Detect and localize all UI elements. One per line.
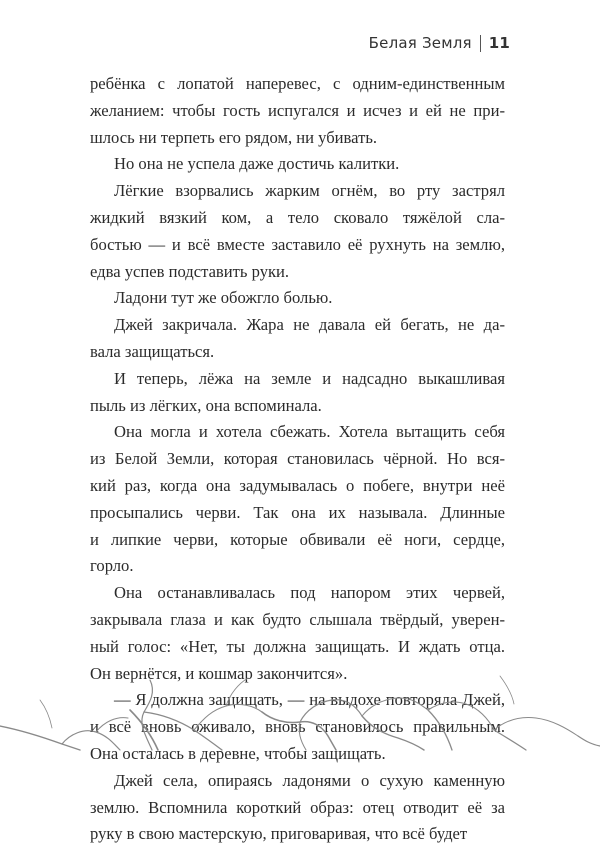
paragraph <box>90 366 505 420</box>
text-line: ребёнка с лопатой наперевес, с одним-единственным <box>90 74 505 93</box>
text-line: ный голос: «Нет, ты должна защищать. И ждать отца. <box>90 636 505 656</box>
crack-line <box>494 730 526 750</box>
paragraph <box>90 285 505 312</box>
text-line: И теперь, лёжа на земле и надсадно выкашливая <box>114 368 505 388</box>
text-line: желанием: чтобы гость испугался и исчез и ей не при- <box>90 100 505 120</box>
crack-line <box>494 718 578 737</box>
text-line: закрывала глаза и как будто слышала твёрдый, уверен- <box>90 609 505 629</box>
crack-line <box>500 676 514 704</box>
text-line: и липкие черви, которые обвивали её ноги, сердце, <box>90 529 505 549</box>
text-line: и всё вновь оживало, вновь становилось правильным. <box>90 717 505 737</box>
crack-line <box>142 680 153 750</box>
text-line: просыпались черви. Так она их называла. Длинные <box>90 502 505 522</box>
crack-line <box>362 698 428 716</box>
paragraph <box>90 312 505 366</box>
text-line: шлось ни терпеть его рядом, ни убивать. <box>90 127 378 147</box>
crack-line <box>226 678 248 706</box>
text-line: руку в свою мастерскую, приговаривая, что всё будет <box>90 824 468 844</box>
text-line: Ладони тут же обожгло болью. <box>114 288 333 308</box>
text-line: жидкий вязкий ком, а тело сковало тяжёлой сла- <box>90 207 505 227</box>
text-line: из Белой Земли, которая становилась чёрной. Но вся- <box>90 449 505 469</box>
running-head <box>369 34 510 52</box>
text-line: кий раз, когда она задумывалась о побеге, внутри неё <box>90 475 505 495</box>
text-line: Он вернётся, и кошмар закончится». <box>90 663 348 683</box>
text-line: Она останавливалась под напором этих червей, <box>114 583 505 603</box>
crack-line <box>299 722 306 750</box>
text-line: Лёгкие взорвались жарким огнём, во рту застрял <box>114 181 505 201</box>
crack-line <box>428 710 452 750</box>
paragraph <box>90 71 505 151</box>
paragraph <box>90 768 505 848</box>
crack-line <box>194 704 262 730</box>
text-line: Она могла и хотела сбежать. Хотела вытащить себя <box>114 422 505 442</box>
paragraph <box>90 419 505 580</box>
running-head-title: Белая Земля <box>368 34 472 52</box>
crack-line <box>300 700 362 722</box>
text-line: Джей закричала. Жара не давала ей бегать, не да- <box>114 315 505 335</box>
text-line: пыль из лёгких, она вспоминала. <box>90 395 322 415</box>
crack-line <box>362 716 424 750</box>
paragraph <box>90 151 505 178</box>
text-line: Она осталась в деревне, чтобы защищать. <box>90 743 386 763</box>
text-line: — Я должна защищать, — на выдохе повторяла Джей, <box>114 690 505 710</box>
text-line: вала защищаться. <box>90 341 215 361</box>
text-line: землю. Вспомнила короткий образ: отец отводит её за <box>90 797 505 817</box>
crack-line <box>40 700 52 728</box>
running-head-divider <box>480 35 481 52</box>
text-line: Джей села, опираясь ладонями о сухую каменную <box>114 770 505 790</box>
text-line: Но она не успела даже достичь калитки. <box>114 154 400 174</box>
crack-line <box>428 702 494 730</box>
text-line: горло. <box>90 556 134 576</box>
text-line: бостью — и всё вместе заставило её рухнуть на землю, <box>90 234 505 254</box>
crack-line <box>96 718 128 732</box>
cracked-earth-illustration <box>0 640 600 750</box>
crack-line <box>578 736 600 746</box>
paragraph <box>90 178 505 285</box>
page-number: 11 <box>488 34 510 52</box>
text-line: едва успев подставить руки. <box>90 261 290 281</box>
